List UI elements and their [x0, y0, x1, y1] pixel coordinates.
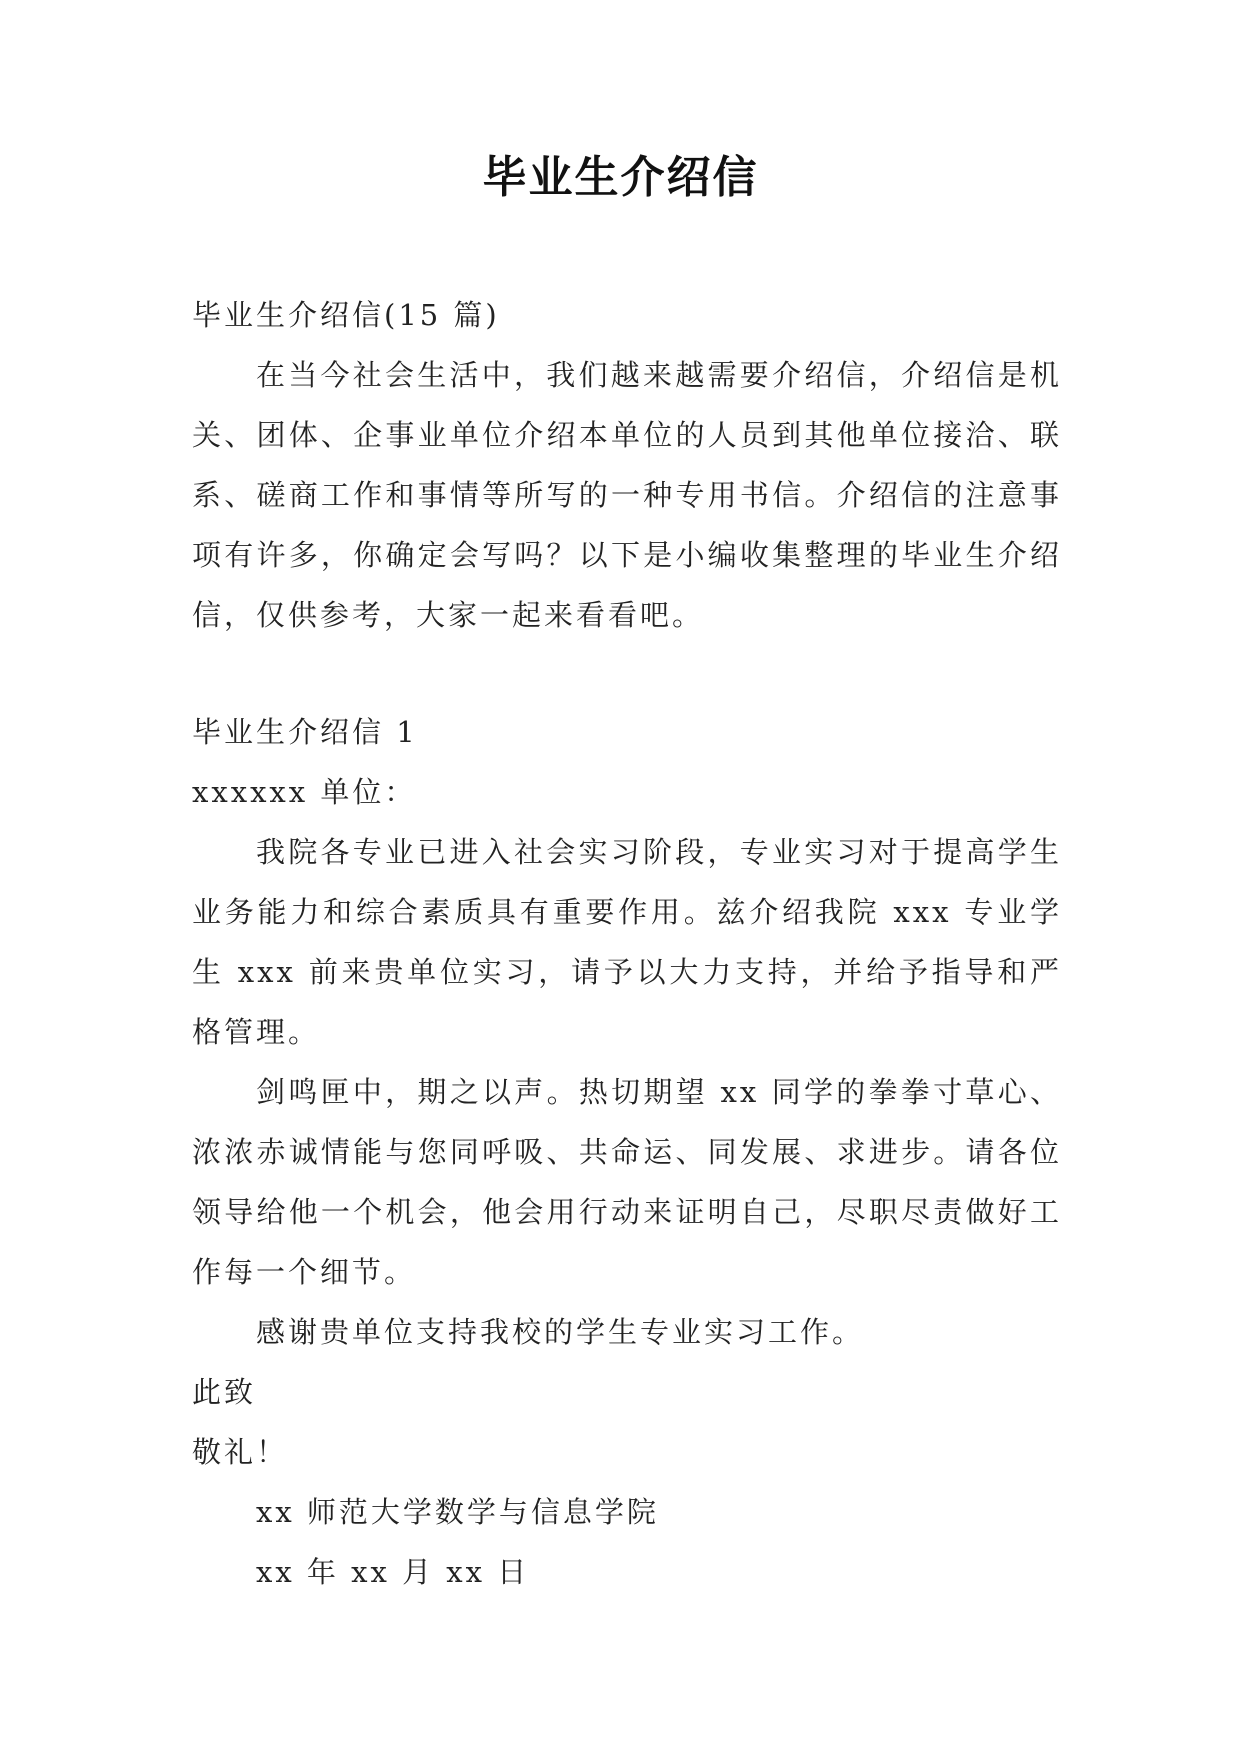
letter-salutation: xxxxxx 单位： [192, 775, 417, 809]
intro-paragraph: 在当今社会生活中，我们越来越需要介绍信，介绍信是机关、团体、企事业单位介绍本单位的人员到其他单位接洽、联系、磋商工作和事情等所写的一种专用书信。介绍信的注意事项有许多，你确定会写吗？以下是小编收集整理的毕业生介绍信，仅供参考，大家一起来看看吧。 [192, 358, 1062, 632]
letter-date: xx 年 xx 月 xx 日 [256, 1555, 530, 1589]
document-body [192, 285, 1062, 1602]
letter-heading: 毕业生介绍信 1 [192, 715, 418, 749]
document-title: 毕业生介绍信 [482, 152, 759, 203]
letter-closing-1: 此致 [192, 1375, 257, 1409]
letter-paragraph-2: 剑鸣匣中，期之以声。热切期望 xx 同学的拳拳寸草心、浓浓赤诚情能与您同呼吸、共命运、同发展、求进步。请各位领导给他一个机会，他会用行动来证明自己，尽职尽责做好工作每一个细节。 [192, 1075, 1062, 1289]
letter-paragraph-3: 感谢贵单位支持我校的学生专业实习工作。 [256, 1315, 865, 1349]
section-spacer [192, 645, 1062, 702]
letter-signature: xx 师范大学数学与信息学院 [256, 1495, 659, 1529]
letter-closing-2: 敬礼！ [192, 1435, 289, 1469]
letter-paragraph-1: 我院各专业已进入社会实习阶段，专业实习对于提高学生业务能力和综合素质具有重要作用。兹介绍我院 xxx 专业学生 xxx 前来贵单位实习，请予以大力支持，并给予指导和严格管理。 [192, 835, 1062, 1049]
collection-subtitle: 毕业生介绍信(15 篇) [192, 298, 500, 332]
